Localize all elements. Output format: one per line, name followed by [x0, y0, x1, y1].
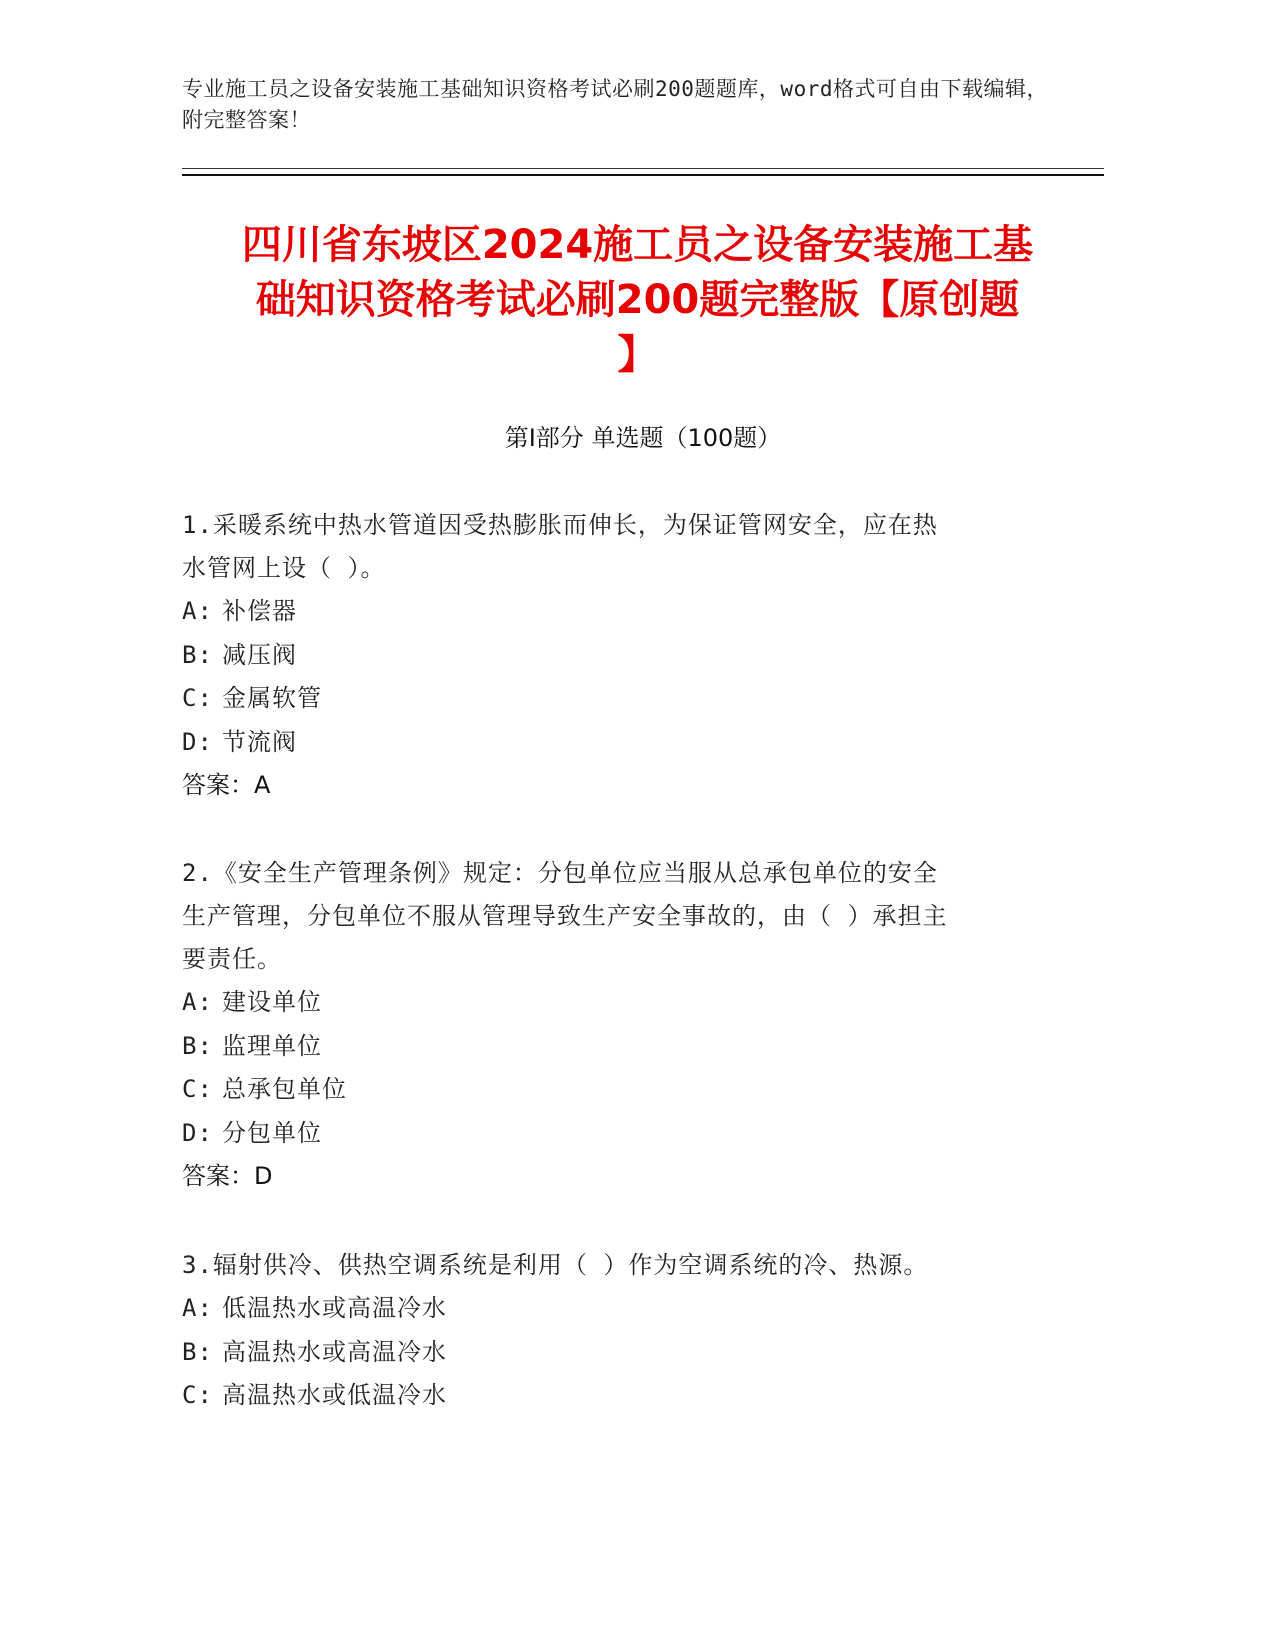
- question-stem: 2.《安全生产管理条例》规定：分包单位应当服从总承包单位的安全: [182, 859, 938, 887]
- option-letter: B:: [182, 1337, 213, 1366]
- option-b: [182, 634, 1042, 678]
- option-a: [182, 1287, 1042, 1331]
- option-a: [182, 981, 1042, 1025]
- option-text: 低温热水或高温冷水: [222, 1294, 447, 1322]
- question-3: [182, 1244, 1042, 1418]
- option-letter: A:: [182, 597, 213, 625]
- answer: 答案：A: [182, 771, 271, 799]
- option-text: 补偿器: [222, 597, 297, 625]
- question-stem-cont: 水管网上设（ ）。: [182, 554, 386, 582]
- option-b: [182, 1025, 1042, 1069]
- title-line-3: 】: [617, 332, 658, 378]
- option-text: 高温热水或低温冷水: [222, 1381, 447, 1409]
- option-text: 高温热水或高温冷水: [222, 1337, 447, 1366]
- answer: 答案：D: [182, 1162, 273, 1190]
- title-line-2: 础知识资格考试必刷200题完整版【原创题: [255, 277, 1020, 323]
- option-letter: B:: [182, 1031, 213, 1060]
- header-rule-thin: [182, 168, 1104, 169]
- header-rule-thick: [182, 174, 1104, 176]
- question-1: [182, 504, 1042, 808]
- section-heading: 第Ⅰ部分 单选题（100题）: [504, 424, 782, 452]
- option-letter: D:: [182, 727, 213, 756]
- option-c: [182, 1374, 1042, 1418]
- option-letter: D:: [182, 1118, 213, 1147]
- option-letter: A:: [182, 1294, 213, 1322]
- question-stem: 3.辐射供冷、供热空调系统是利用（ ）作为空调系统的冷、热源。: [182, 1251, 929, 1279]
- question-stem-cont: 生产管理，分包单位不服从管理导致生产安全事故的，由（ ）承担主: [182, 902, 948, 930]
- option-letter: C:: [182, 684, 213, 712]
- option-text: 建设单位: [222, 988, 322, 1016]
- option-letter: C:: [182, 1075, 213, 1103]
- option-b: [182, 1331, 1042, 1375]
- intro-text: 专业施工员之设备安装施工基础知识资格考试必刷200题题库，word格式可自由下载编辑，附完整答案！: [182, 77, 1048, 132]
- option-text: 总承包单位: [222, 1075, 347, 1103]
- question-2: [182, 852, 1042, 1199]
- option-letter: B:: [182, 640, 213, 669]
- option-text: 节流阀: [222, 727, 297, 756]
- option-a: [182, 590, 1042, 634]
- option-text: 分包单位: [222, 1118, 322, 1147]
- option-letter: C:: [182, 1381, 213, 1409]
- option-text: 监理单位: [222, 1031, 322, 1060]
- title-line-1: 四川省东坡区2024施工员之设备安装施工基: [241, 222, 1034, 268]
- option-c: [182, 1068, 1042, 1112]
- option-d: [182, 1112, 1042, 1156]
- option-letter: A:: [182, 988, 213, 1016]
- option-d: [182, 721, 1042, 765]
- option-c: [182, 677, 1042, 721]
- option-text: 金属软管: [222, 684, 322, 712]
- question-stem-cont: 要责任。: [182, 945, 282, 973]
- document-title: [170, 218, 1105, 383]
- question-stem: 1.采暖系统中热水管道因受热膨胀而伸长，为保证管网安全，应在热: [182, 511, 938, 539]
- option-text: 减压阀: [222, 640, 297, 669]
